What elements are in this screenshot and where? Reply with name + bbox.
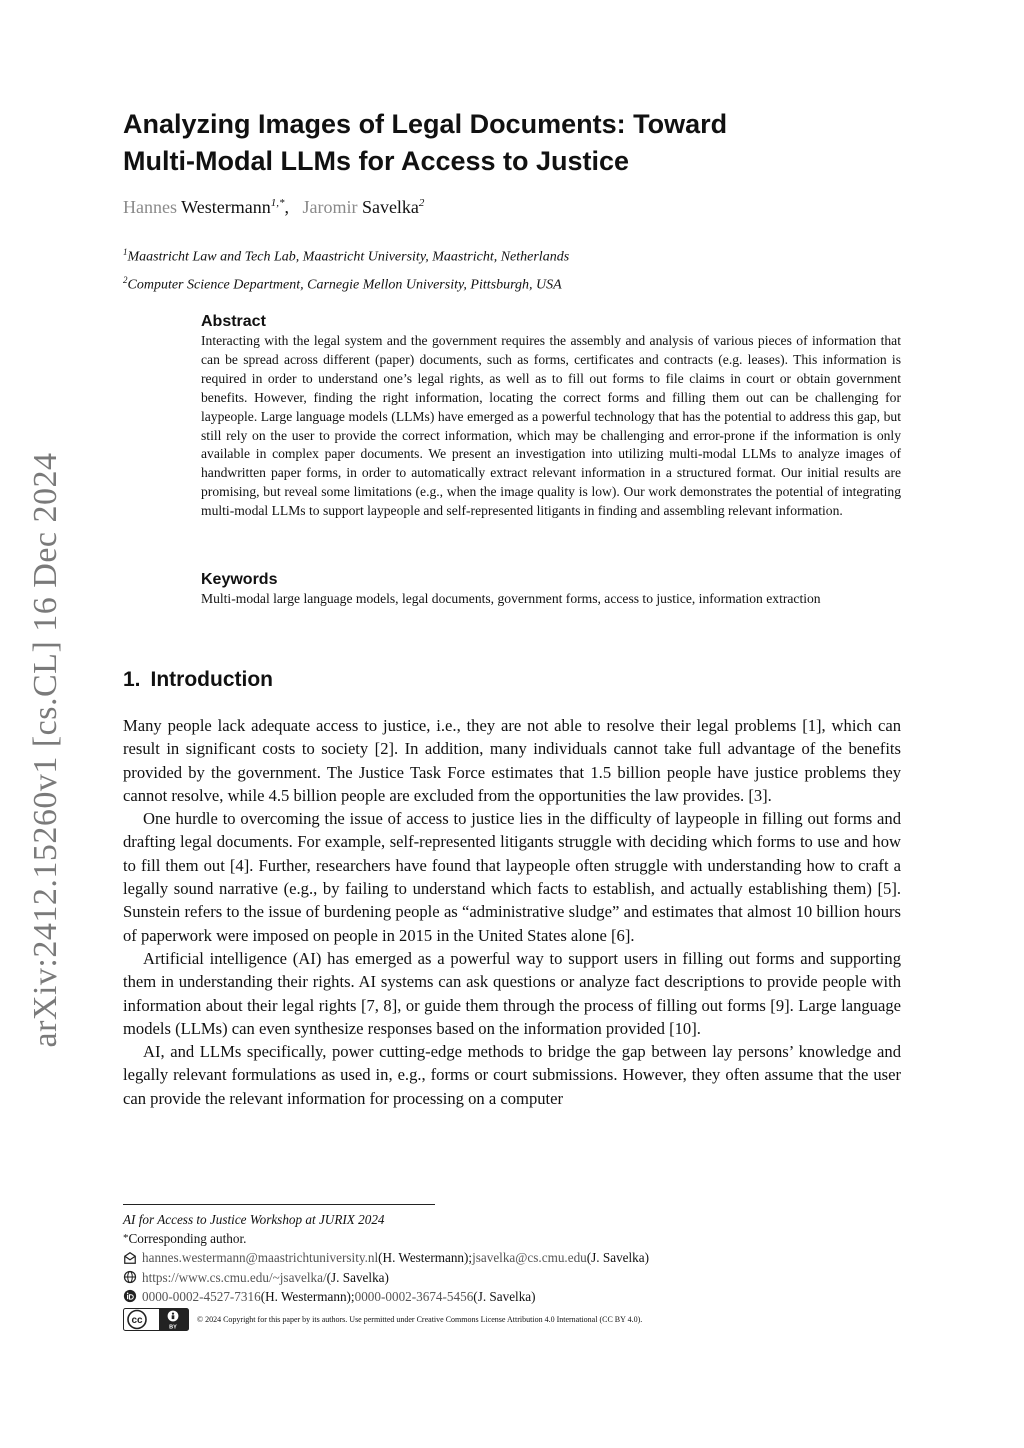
orcid-link-westermann[interactable]: 0000-0002-4527-7316 [142,1288,261,1304]
url-owner: (J. Savelka) [326,1269,389,1285]
globe-icon [123,1270,137,1284]
email-note [123,1248,903,1267]
author-superscript: 1,* [270,197,285,209]
keywords-section [201,571,901,609]
section-number: 1. [123,668,141,691]
paragraph: AI, and LLMs specifically, power cutting-edge methods to bridge the gap between lay persons’ knowledge and legally relevant formulations as used in, e.g., forms or court submissions. However, they often assume that the user can provide the relevant information for processing on a computer [123,1042,901,1108]
abstract-section [201,313,901,521]
author-given-name: Jaromir [302,197,358,217]
email-link-westermann[interactable]: hannes.westermann@maastrichtuniversity.nl [142,1250,379,1266]
title-line-1: Analyzing Images of Legal Documents: Toward [123,109,728,139]
abstract-heading: Abstract [201,313,266,330]
orcid-link-savelka[interactable]: 0000-0002-3674-5456 [354,1288,474,1304]
orcid-icon [123,1289,137,1303]
keywords-text: Multi-modal large language models, legal documents, government forms, access to justice, information extraction [201,591,821,606]
cc-by-label: BY [169,1324,177,1331]
affiliation-text: Maastricht Law and Tech Lab, Maastricht University, Maastricht, Netherlands [127,249,570,265]
affiliation-list [123,241,569,296]
corresponding-marker: * [123,1232,129,1245]
affiliation-marker: 1 [123,247,128,257]
paragraph: One hurdle to overcoming the issue of access to justice lies in the difficulty of laypeople in filling out forms and drafting legal documents. For example, self-represented litigants struggle with deciding which forms to use and how to fill them out [4]. Further, researchers have found that laypeople often struggle with understanding how to craft a legally sound narrative (e.g., by failing to understand which facts to establish, and actually establishing them) [5]. Sunstein refers to the issue of burdening people as “administrative sludge” and estimates that almost 10 billion hours of paperwork were imposed on people in 2015 in the United States alone [6]. [123,809,901,945]
affiliation-text: Computer Science Department, Carnegie Mellon University, Pittsburgh, USA [127,277,562,293]
introduction-heading [123,668,273,692]
affiliation-2 [123,269,569,297]
orcid-note [123,1287,903,1306]
orcid-owner: (J. Savelka) [473,1288,536,1304]
author-1: Hannes Westermann$^{1,*}$, [123,197,294,217]
cc-by-license-icon [123,1308,189,1331]
author-2 [302,197,424,217]
footnote-rule [123,1204,435,1205]
arxiv-sidebar [26,450,66,1050]
author-superscript: 2 [418,197,425,209]
cc-label: cc [131,1315,143,1327]
email-icon [123,1251,137,1265]
license-row [123,1308,903,1331]
arxiv-identifier: arXiv:2412.15260v1 [cs.CL] 16 Dec 2024 [27,452,64,1048]
corresponding-note [123,1229,903,1248]
author-given-name: Hannes [123,197,177,217]
section-title: Introduction [150,668,273,691]
title-line-2: Multi-Modal LLMs for Access to Justice [123,146,630,176]
email-owner: (J. Savelka) [586,1250,650,1266]
keywords-heading: Keywords [201,571,278,588]
workshop-note [123,1210,903,1229]
paragraph: Artificial intelligence (AI) has emerged as a powerful way to support users in filling out forms and supporting them in understanding their rights. AI systems can ask questions or analyze fact descriptions to provide people with information about their legal rights [7, 8], or guide them through the process of filling out forms [9]. Large language models (LLMs) can even synthesize responses based on the information provided [10]. [123,948,901,1038]
paragraph: Many people lack adequate access to justice, i.e., they are not able to resolve their legal problems [1], which can result in significant costs to society [2]. In addition, many individuals cannot take full advantage of the benefits provided by the government. The Justice Task Force estimates that 1.5 billion people have justice problems they cannot resolve, while 4.5 billion people are excluded from the opportunities the law provides. [3]. [123,716,901,805]
affiliation-marker: 2 [123,274,128,285]
workshop-text: AI for Access to Justice Workshop at JURIX 2024 [123,1212,385,1227]
author-family-name: Savelka [361,197,419,217]
url-note [123,1268,903,1287]
orcid-owner: (H. Westermann); [260,1288,355,1304]
abstract-text: Interacting with the legal system and the government requires the assembly and analysis of various pieces of information that can be spread across different (paper) documents, such as forms, certificates and contracts (e.g. leases). This information is required in order to understand one’s legal rights, as well as to fill out forms to file claims in court or obtain government benefits. However, finding the right information, locating the correct forms and filling them out can be challenging for laypeople. Large language models (LLMs) have emerged as a powerful technology that has the potential to address this gap, but still rely on the user to provide the correct information, which may be challenging and error-prone if the information is only available in complex paper documents. We present an investigation into utilizing multi-modal LLMs to analyze images of handwritten paper forms, in order to automatically extract relevant information in a structured format. Our initial results are promising, but reveal some limitations (e.g., when the image quality is low). Our work demonstrates the potential of integrating multi-modal LLMs to support laypeople and self-represented litigants in finding and assembling relevant information. [201,333,901,519]
corresponding-text: Corresponding author. [128,1231,247,1247]
footnotes [123,1204,903,1331]
author-list [123,197,424,218]
email-link-savelka[interactable]: jsavelka@cs.cmu.edu [472,1250,587,1266]
affiliation-1 [123,241,569,269]
introduction-body [123,714,901,1110]
author-family-name: Westermann [181,197,271,217]
email-owner: (H. Westermann); [378,1250,473,1266]
copyright-text: © 2024 Copyright for this paper by its authors. Use permitted under Creative Commons License Attribution 4.0 International (CC BY 4.0). [197,1314,643,1324]
homepage-link[interactable]: https://www.cs.cmu.edu/~jsavelka/ [142,1269,327,1285]
paper-title [123,106,903,180]
